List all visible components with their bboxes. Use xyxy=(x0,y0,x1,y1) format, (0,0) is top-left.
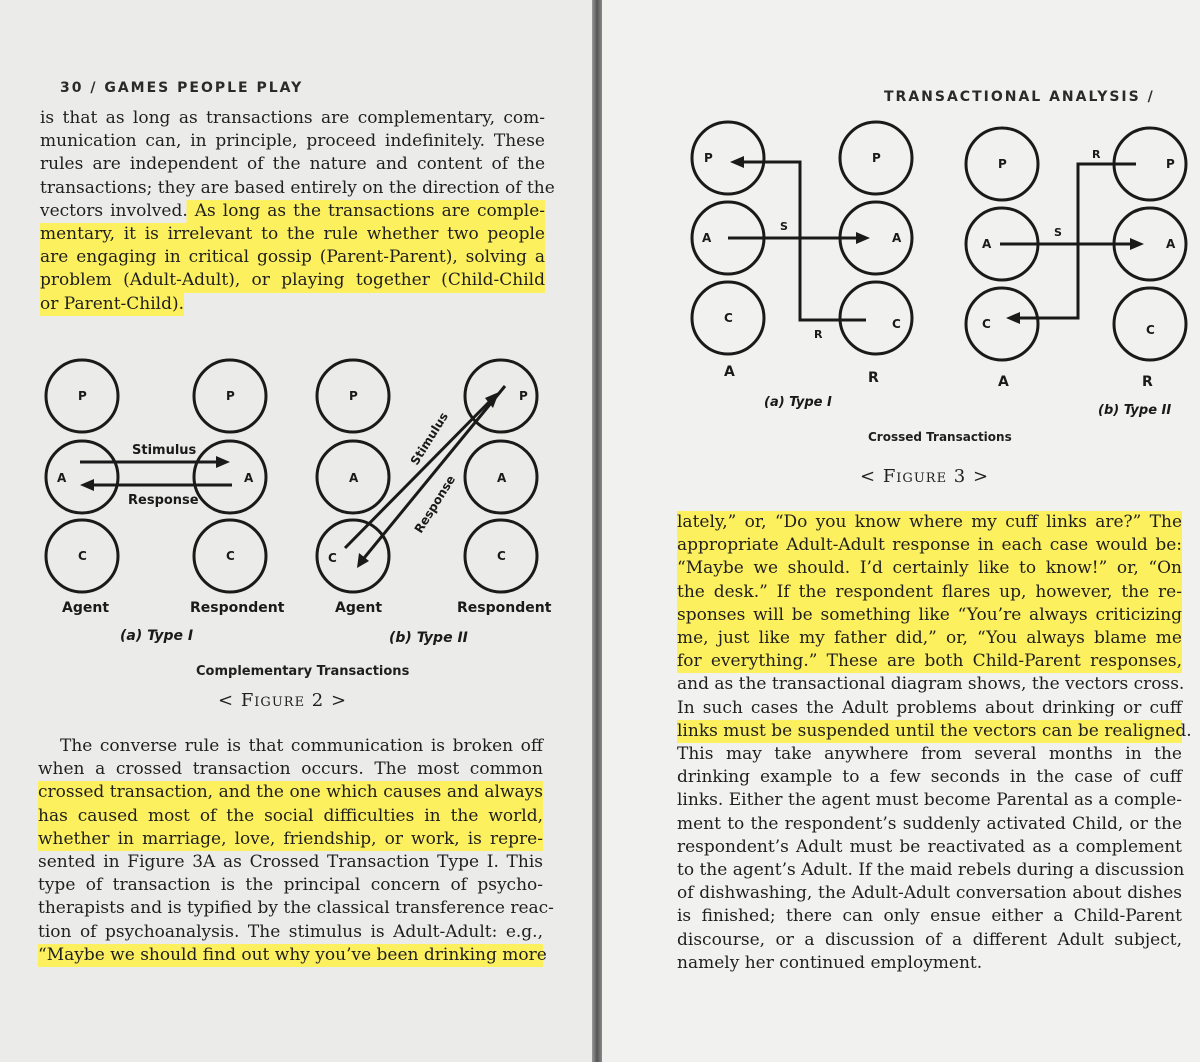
text-line: and as the transactional diagram shows, the vectors cross. xyxy=(677,674,1185,695)
ego-state-a: A xyxy=(244,471,254,485)
ego-state-p: P xyxy=(704,151,713,165)
text-line: when a crossed transaction occurs. The most common xyxy=(38,759,543,780)
highlighted-line: problem (Adult-Adult), or playing together (Child-Child xyxy=(40,269,545,292)
left-top-paragraph xyxy=(40,107,555,316)
ego-state-p: P xyxy=(872,151,881,165)
agent-child-circle xyxy=(966,288,1038,360)
ego-state-c: C xyxy=(1146,323,1155,337)
highlighted-line: whether in marriage, love, friendship, or work, is repre- xyxy=(38,828,543,851)
figure3-title: Crossed Transactions xyxy=(868,430,1012,444)
right-paragraph xyxy=(677,511,1192,975)
ego-state-a: A xyxy=(982,237,992,251)
figure-num: 2 xyxy=(311,690,325,711)
agent-label: A xyxy=(998,374,1009,390)
highlighted-line: for everything.” These are both Child-Parent responses, xyxy=(677,650,1182,673)
agent-parent-circle xyxy=(692,122,764,194)
ego-state-a: A xyxy=(1166,237,1176,251)
ego-state-c: C xyxy=(497,549,506,563)
text-line: ment to the respondent’s suddenly activated Child, or the xyxy=(677,813,1182,834)
figure-word: Figure xyxy=(240,690,306,711)
text-line: transactions; they are based entirely on the direction of the xyxy=(40,177,555,198)
response-label: Response xyxy=(128,493,199,508)
text-line: therapists and is typified by the classical transference reac- xyxy=(38,898,554,919)
highlighted-line: has caused most of the social difficulties in the world, xyxy=(38,805,543,828)
response-label: Response xyxy=(411,472,459,536)
figure2-type1-diagram xyxy=(30,358,290,648)
highlighted-line: the desk.” If the respondent flares up, however, the re- xyxy=(677,581,1182,604)
respondent-adult-circle xyxy=(194,441,266,513)
highlighted-line: appropriate Adult-Adult response in each case would be: xyxy=(677,534,1182,557)
figure-word: Figure xyxy=(882,466,948,487)
text-line: rules are independent of the nature and content of the xyxy=(40,154,545,175)
highlighted-line: are engaging in critical gossip (Parent-Parent), solving a xyxy=(40,246,545,269)
text-line: is that as long as transactions are complementary, com- xyxy=(40,108,545,128)
stimulus-arrowhead xyxy=(856,232,870,244)
agent-label: A xyxy=(724,364,735,380)
ego-state-p: P xyxy=(519,389,528,403)
response-arrowhead xyxy=(80,479,94,491)
text-line: links. Either the agent must become Parental as a comple- xyxy=(677,790,1182,811)
text-line: type of transaction is the principal concern of psycho- xyxy=(38,875,543,896)
ego-state-a: A xyxy=(497,471,507,485)
figure-num: 3 xyxy=(953,466,967,487)
right-running-head: TRANSACTIONAL ANALYSIS / xyxy=(884,89,1155,105)
figure3-type1-diagram xyxy=(684,120,944,420)
r-label: R xyxy=(814,328,823,341)
text-line: sented in Figure 3A as Crossed Transaction Type I. This xyxy=(38,852,543,873)
text-line: The converse rule is that communication is broken off xyxy=(60,736,543,756)
figure3b-caption: (b) Type II xyxy=(1098,403,1172,418)
text-line: discourse, or a discussion of a different Adult subject, xyxy=(677,929,1182,950)
agent-label: Agent xyxy=(62,600,110,616)
stimulus-arrowhead xyxy=(216,456,230,468)
ego-state-a: A xyxy=(702,231,712,245)
respondent-label: R xyxy=(1142,374,1153,390)
text-line: In such cases the Adult problems about drinking or cuff xyxy=(677,697,1182,718)
figure2a-caption: (a) Type I xyxy=(120,628,194,644)
stimulus-label: Stimulus xyxy=(407,409,451,468)
right-page xyxy=(602,0,1200,1062)
figure3a-caption: (a) Type I xyxy=(764,395,832,410)
respondent-child-circle xyxy=(840,282,912,354)
ego-state-a: A xyxy=(57,471,67,485)
respondent-label: Respondent xyxy=(190,600,285,616)
figure2b-caption: (b) Type II xyxy=(389,630,468,646)
response-arrowhead xyxy=(730,156,744,168)
ego-state-c: C xyxy=(982,317,991,331)
agent-label: Agent xyxy=(335,600,383,616)
ego-state-p: P xyxy=(998,157,1007,171)
text-line: namely her continued employment. xyxy=(677,952,983,973)
stimulus-label: Stimulus xyxy=(132,443,197,458)
ego-state-c: C xyxy=(226,549,235,563)
highlighted-line: links must be suspended until the vectors can be realigned. xyxy=(677,720,1182,743)
text-line: respondent’s Adult must be reactivated as a complement xyxy=(677,836,1182,857)
highlighted-line: “Maybe we should. I’d certainly like to know!” or, “On xyxy=(677,557,1182,580)
left-running-head: 30 / GAMES PEOPLE PLAY xyxy=(60,80,304,96)
respondent-label: R xyxy=(868,370,879,386)
ego-state-p: P xyxy=(226,389,235,403)
figure2-number: < Figure 2 > xyxy=(218,690,348,711)
ego-state-p: P xyxy=(349,389,358,403)
highlighted-line: crossed transaction, and the one which causes and always xyxy=(38,781,543,804)
ego-state-a: A xyxy=(892,231,902,245)
text-line: to the agent’s Adult. If the maid rebels during a discussion xyxy=(677,860,1185,881)
text-line: vectors involved. As long as the transactions are comple- xyxy=(40,200,545,223)
ego-state-a: A xyxy=(349,471,359,485)
s-label: S xyxy=(1054,226,1062,239)
text-line: is finished; there can only ensue either a Child-Parent xyxy=(677,906,1182,927)
figure2-type2-diagram xyxy=(305,358,565,648)
ego-state-p: P xyxy=(1166,157,1175,171)
text-line: tion of psychoanalysis. The stimulus is Adult-Adult: e.g., xyxy=(38,921,543,942)
response-arrowhead xyxy=(1006,312,1020,324)
left-page xyxy=(0,0,592,1062)
ego-state-c: C xyxy=(724,311,733,325)
text-line: drinking example to a few seconds in the case of cuff xyxy=(677,767,1182,788)
text-line: munication can, in principle, proceed indefinitely. These xyxy=(40,131,545,152)
book-gutter xyxy=(592,0,602,1062)
figure3-type2-diagram xyxy=(940,120,1200,420)
s-label: S xyxy=(780,220,788,233)
ego-state-p: P xyxy=(78,389,87,403)
figure2-title: Complementary Transactions xyxy=(196,664,410,679)
respondent-label: Respondent xyxy=(457,600,552,616)
highlighted-line: or Parent-Child). xyxy=(40,293,184,316)
highlighted-line: “Maybe we should find out why you’ve been drinking more xyxy=(38,944,543,967)
highlighted-line: lately,” or, “Do you know where my cuff links are?” The xyxy=(677,511,1182,534)
ego-state-c: C xyxy=(892,317,901,331)
r-label: R xyxy=(1092,148,1101,161)
highlighted-line: mentary, it is irrelevant to the rule whether two people xyxy=(40,223,545,246)
response-arrow xyxy=(360,386,505,563)
left-bottom-paragraph xyxy=(38,735,554,967)
ego-state-c: C xyxy=(328,551,337,565)
text-line: This may take anywhere from several months in the xyxy=(677,744,1182,765)
highlighted-line: me, just like my father did,” or, “You always blame me xyxy=(677,627,1182,650)
stimulus-arrowhead xyxy=(1130,238,1144,250)
ego-state-c: C xyxy=(78,549,87,563)
highlighted-line: sponses will be something like “You’re always criticizing xyxy=(677,604,1182,627)
text-line: of dishwashing, the Adult-Adult conversation about dishes xyxy=(677,883,1182,904)
figure3-number: < Figure 3 > xyxy=(860,466,990,487)
